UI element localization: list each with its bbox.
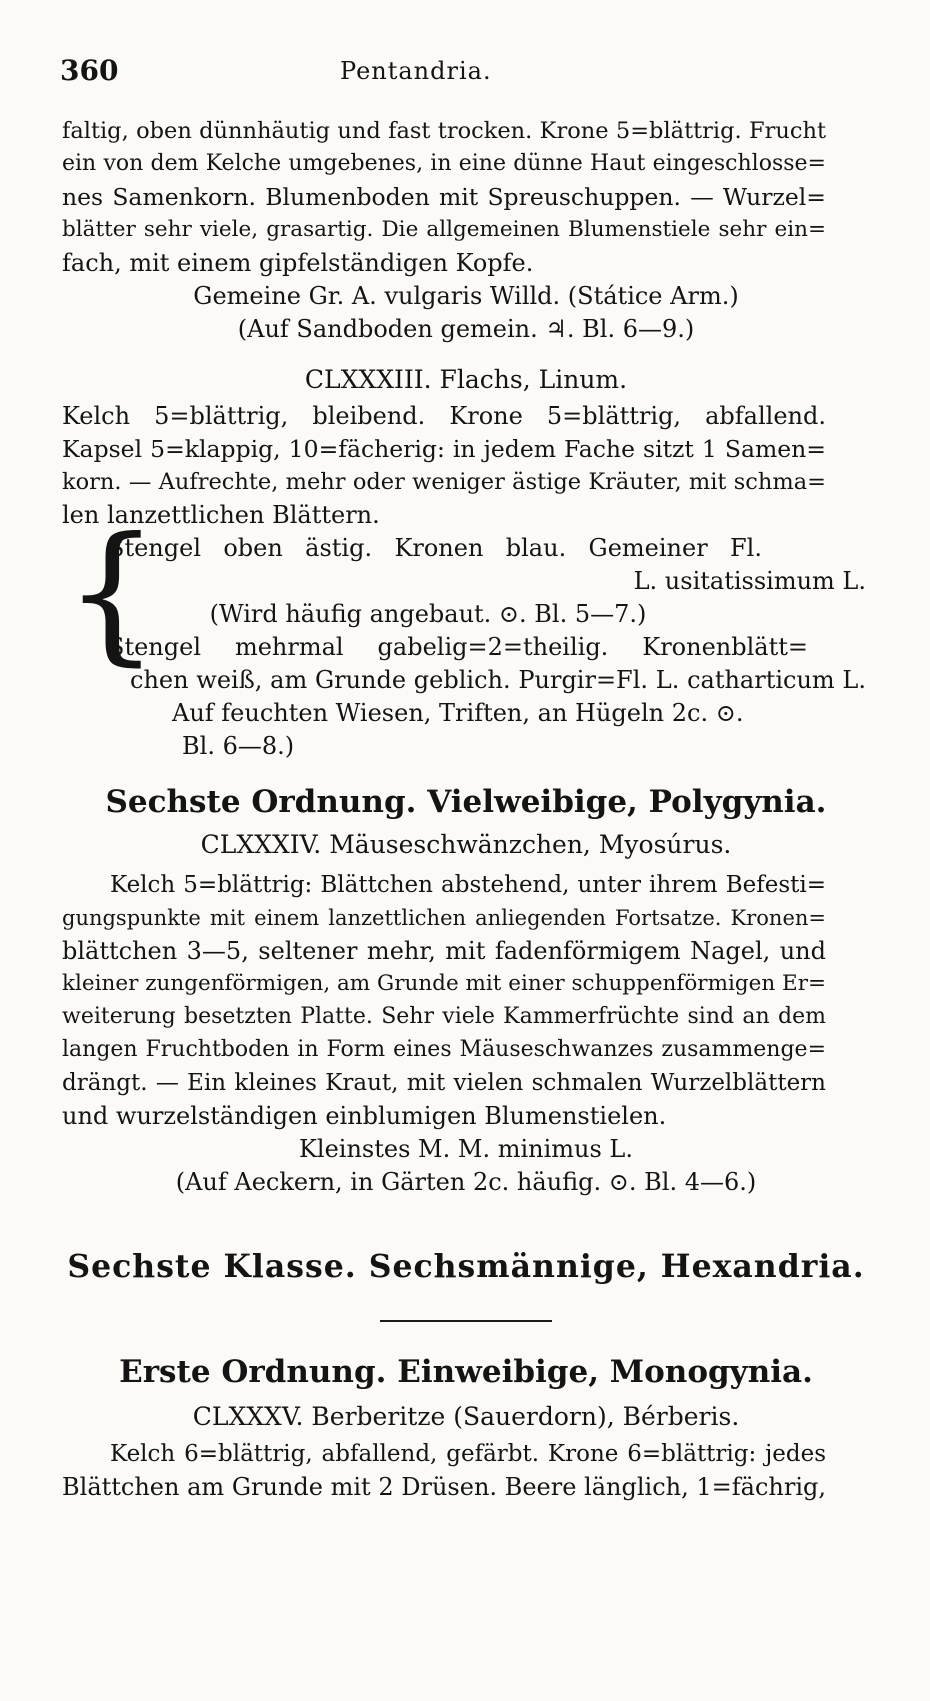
text-line: korn. — Aufrechte, mehr oder weniger ästige Kräuter, mit schma= [62, 469, 826, 495]
genus-heading-linum: CLXXXIII. Flachs, Linum. [304, 365, 628, 394]
text-line: Kelch 5=blättrig: Blättchen abstehend, unter ihrem Befesti= [110, 872, 826, 898]
text-line: Kelch 6=blättrig, abfallend, gefärbt. Krone 6=blättrig: jedes [110, 1441, 826, 1467]
species-line: Stengel oben ästig. Kronen blau. Gemeiner Fl. [108, 534, 762, 562]
text-line: gungspunkte mit einem lanzettlichen anliegenden Fortsatze. Kronen= [62, 906, 826, 930]
text-line: weiterung besetzten Platte. Sehr viele Kammerfrüchte sind an dem [62, 1004, 826, 1029]
text-line: drängt. — Ein kleines Kraut, mit vielen schmalen Wurzelblättern [62, 1070, 826, 1096]
text-line: ein von dem Kelche umgebenes, in eine dünne Haut eingeschlosse= [62, 151, 826, 176]
text-line: nes Samenkorn. Blumenboden mit Spreuschuppen. — Wurzel= [62, 183, 826, 211]
order-heading-monogynia: Erste Ordnung. Einweibige, Monogynia. [119, 1354, 813, 1390]
text-line: Kapsel 5=klappig, 10=fächerig: in jedem Fache sitzt 1 Samen= [62, 435, 826, 463]
species-name: L. usitatissimum L. [633, 567, 866, 595]
species-note: (Auf Aeckern, in Gärten 2c. häufig. ⊙. Bl. 4—6.) [175, 1168, 757, 1196]
species-note: (Auf Sandboden gemein. ♃. Bl. 6—9.) [237, 315, 695, 343]
species-line: Stengel mehrmal gabelig=2=theilig. Kronenblätt= [108, 633, 808, 661]
text-line: Blättchen am Grunde mit 2 Drüsen. Beere länglich, 1=fächrig, [62, 1473, 826, 1501]
species-note: (Wird häufig angebaut. ⊙. Bl. 5—7.) [209, 600, 647, 628]
text-line: faltig, oben dünnhäutig und fast trocken. Krone 5=blättrig. Frucht [62, 118, 826, 144]
text-line: len lanzettlichen Blättern. [62, 501, 380, 529]
species-note: Auf feuchten Wiesen, Triften, an Hügeln 2c. ⊙. [172, 699, 744, 727]
running-title: Pentandria. [340, 57, 492, 85]
text-line: langen Fruchtboden in Form eines Mäuseschwanzes zusammenge= [62, 1037, 826, 1062]
species-line: chen weiß, am Grunde geblich. Purgir=Fl. L. catharticum L. [130, 666, 866, 694]
species-entry: Kleinstes M. M. minimus L. [298, 1135, 633, 1163]
page-number: 360 [60, 54, 119, 87]
text-line: kleiner zungenförmigen, am Grunde mit einer schuppenförmigen Er= [62, 971, 826, 996]
species-note: Bl. 6—8.) [182, 732, 295, 760]
text-line: und wurzelständigen einblumigen Blumenstielen. [62, 1102, 667, 1130]
text-line: fach, mit einem gipfelständigen Kopfe. [62, 249, 534, 277]
genus-heading-berberis: CLXXXV. Berberitze (Sauerdorn), Bérberis. [192, 1402, 740, 1431]
text-line: Kelch 5=blättrig, bleibend. Krone 5=blättrig, abfallend. [62, 402, 826, 430]
genus-heading-myosurus: CLXXXIV. Mäuseschwänzchen, Myosúrus. [200, 830, 732, 859]
species-entry: Gemeine Gr. A. vulgaris Willd. (Státice Arm.) [193, 282, 739, 310]
order-heading-polygynia: Sechste Ordnung. Vielweibige, Polygynia. [105, 784, 827, 820]
text-line: blätter sehr viele, grasartig. Die allgemeinen Blumenstiele sehr ein= [62, 217, 826, 242]
text-line: blättchen 3—5, seltener mehr, mit fadenförmigem Nagel, und [62, 937, 826, 965]
section-divider [380, 1320, 552, 1322]
curly-brace-icon: { [64, 506, 160, 680]
class-heading-hexandria: Sechste Klasse. Sechsmännige, Hexandria. [67, 1248, 865, 1285]
